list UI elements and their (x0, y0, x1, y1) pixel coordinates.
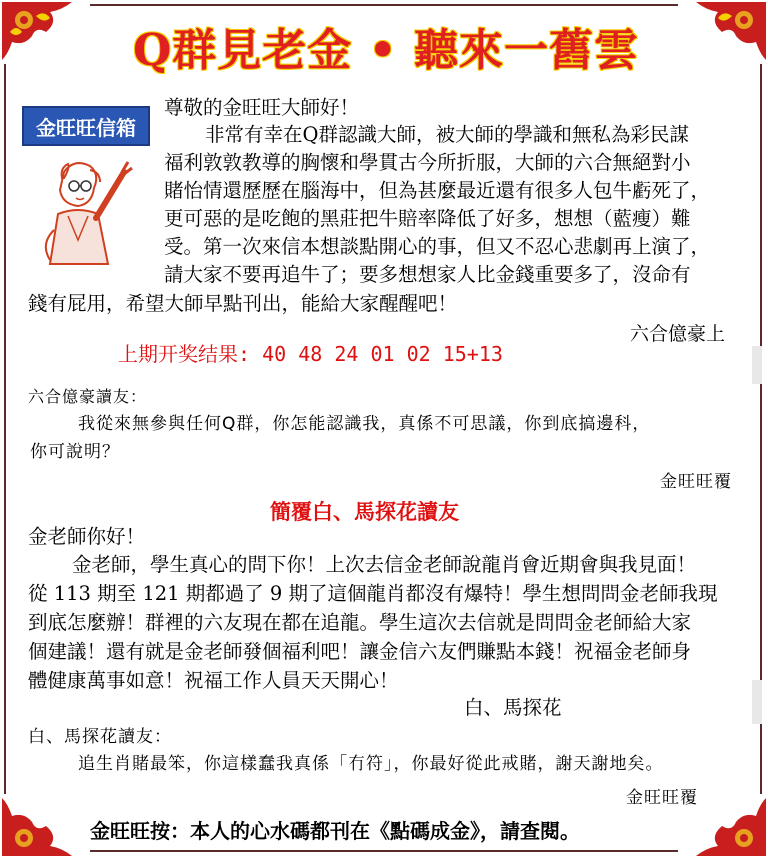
letter2-line: 從 113 期至 121 期都過了 9 期了這個龍肖都沒有爆特！學生想問問金老師我現 (28, 582, 718, 605)
page-title: Q群見老金 • 聽來一舊雲 (132, 25, 640, 76)
professor-illustration-icon (24, 150, 148, 274)
corner-ornament-icon (2, 794, 90, 856)
scan-shadow (752, 346, 762, 384)
reply2-salutation: 白、馬探花讀友： (28, 727, 172, 747)
letter1-line: 更可惡的是吃飽的黑莊把牛賠率降低了好多，想想（藍瘦）難 (164, 207, 691, 230)
reply1-line: 你可說明？ (30, 442, 120, 462)
letter1-line: 非常有幸在Q群認識大師，被大師的學識和無私為彩民謀 (205, 123, 689, 146)
letter2-signature: 白、馬探花 (464, 696, 562, 719)
letter1-line: 錢有屁用，希望大師早點刊出，能給大家醒醒吧！ (28, 292, 458, 315)
letter2-line: 到底怎麼辦！群裡的六友現在都在追龍。學生這次去信就是問問金老師給大家 (28, 611, 692, 634)
section2-title: 簡覆白、馬探花讀友 (270, 499, 459, 524)
reply1-line: 我從來無參與任何Q群，你怎能認識我，真係不可思議，你到底搞邊科， (78, 414, 651, 434)
reply2-line: 追生肖賭最笨，你這樣蠢我真係「冇符」，你最好從此戒賭，謝天謝地矣。 (78, 754, 664, 774)
corner-ornament-icon (2, 2, 90, 64)
reply1-signature: 金旺旺覆 (660, 472, 732, 492)
letter2-greeting: 金老師你好！ (28, 525, 146, 548)
letter2-line: 個建議！還有就是金老師發個福利吧！讓金信六友們賺點本錢！祝福金老師身 (28, 640, 692, 663)
letter2-line: 體健康萬事如意！祝福工作人員天天開心！ (28, 669, 399, 692)
corner-ornament-icon (678, 2, 766, 64)
scan-shadow (752, 680, 762, 724)
letter1-signature: 六合億豪上 (630, 323, 726, 345)
logo-label: 金旺旺信箱 (22, 106, 150, 146)
reply1-salutation: 六合億豪讀友： (28, 387, 148, 406)
letter1-line: 受。第一次來信本想談點開心的事，但又不忍心悲劇再上演了， (164, 235, 711, 258)
lottery-results: 上期开奖结果: 40 48 24 01 02 15+13 (118, 342, 503, 366)
mailbox-logo (22, 106, 150, 276)
reply2-signature: 金旺旺覆 (626, 788, 698, 808)
letter2-line: 金老師，學生真心的問下你！上次去信金老師說龍肖會近期會與我見面！ (72, 553, 697, 576)
letter1-greeting: 尊敬的金旺旺大師好！ (164, 96, 360, 119)
letter1-line: 賭怡情還歷歷在腦海中，但為甚麼最近還有很多人包牛虧死了， (164, 179, 711, 202)
letter1-line: 請大家不要再追牛了；要多想想家人比金錢重要多了，沒命有 (164, 263, 691, 286)
letter1-line: 福利敦敦教導的胸懷和學貫古今所折服，大師的六合無絕對小 (164, 151, 691, 174)
footer-note: 金旺旺按：本人的心水碼都刊在《點碼成金》，請查閱。 (90, 819, 580, 843)
